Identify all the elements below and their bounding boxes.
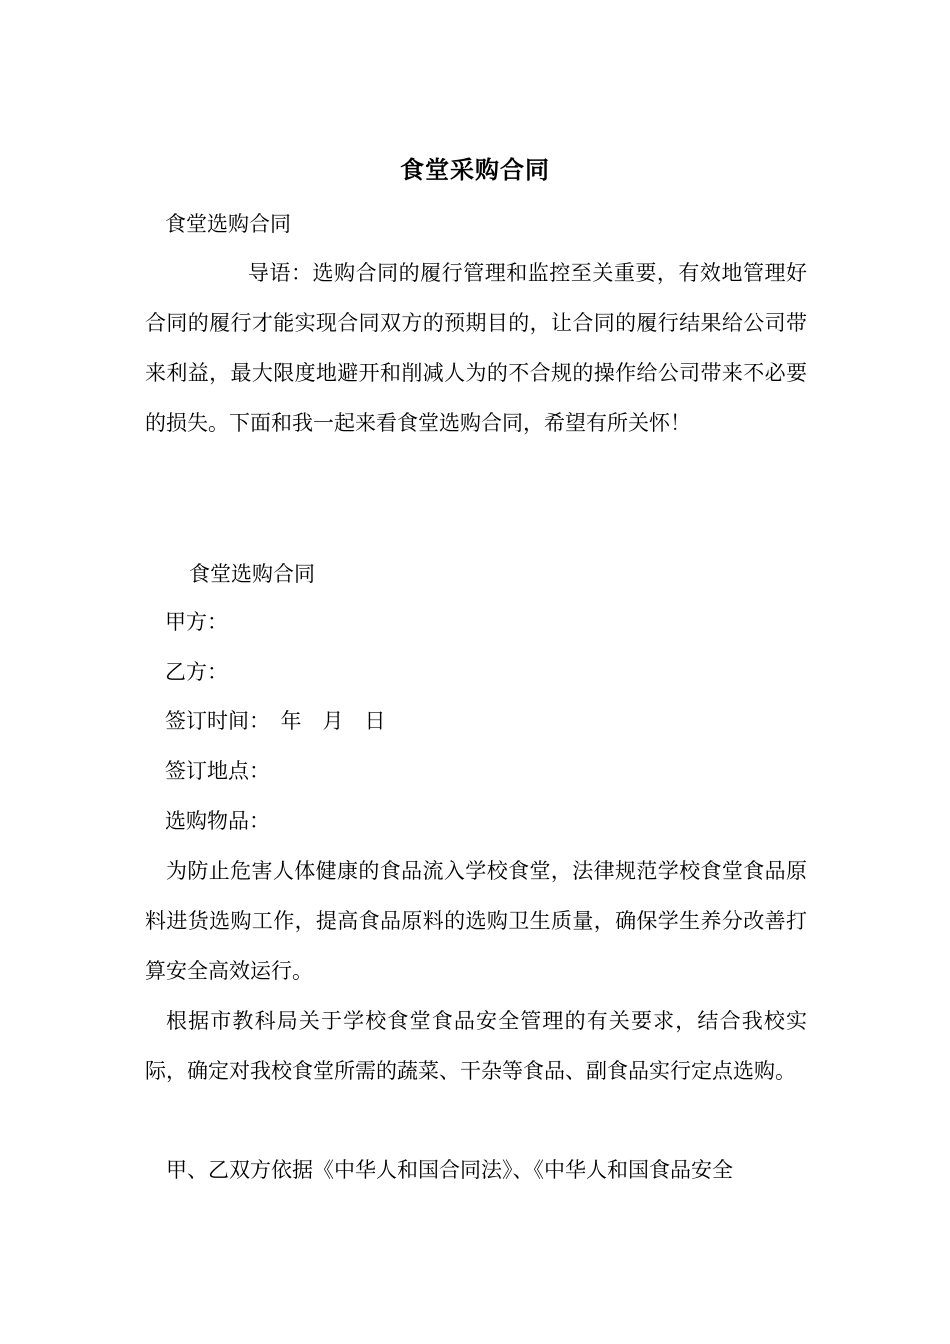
document-title: 食堂采购合同 [400, 156, 550, 184]
paragraph-legal: 甲、乙双方依据《中华人和国合同法》、《中华人和国食品安全 [166, 1158, 733, 1182]
intro-paragraph: 导语：选购合同的履行管理和监控至关重要，有效地管理好合同的履行才能实现合同双方的预期目的，让合同的履行结果给公司带来利益，最大限度地避开和削减人为的不合规的操作给公司带来不必要的损失。下面和我一起来看食堂选购合同，希望有所关怀！ [145, 261, 807, 435]
paragraph-purpose: 为防止危害人体健康的食品流入学校食堂，法律规范学校食堂食品原料进货选购工作，提高食品原料的选购卫生质量，确保学生养分改善打算安全高效运行。 [145, 859, 807, 983]
contract-heading: 食堂选购合同 [189, 562, 315, 586]
goods-label: 选购物品： [165, 809, 270, 833]
party-a-label: 甲方： [165, 610, 228, 634]
party-b-label: 乙方： [165, 660, 228, 684]
paragraph-basis: 根据市教科局关于学校食堂食品安全管理的有关要求，结合我校实际，确定对我校食堂所需的蔬菜、干杂等食品、副食品实行定点选购。 [145, 1009, 807, 1083]
sign-time-label: 签订时间： 年 月 日 [165, 709, 386, 733]
document-subtitle: 食堂选购合同 [165, 212, 291, 236]
sign-place-label: 签订地点： [165, 759, 270, 783]
